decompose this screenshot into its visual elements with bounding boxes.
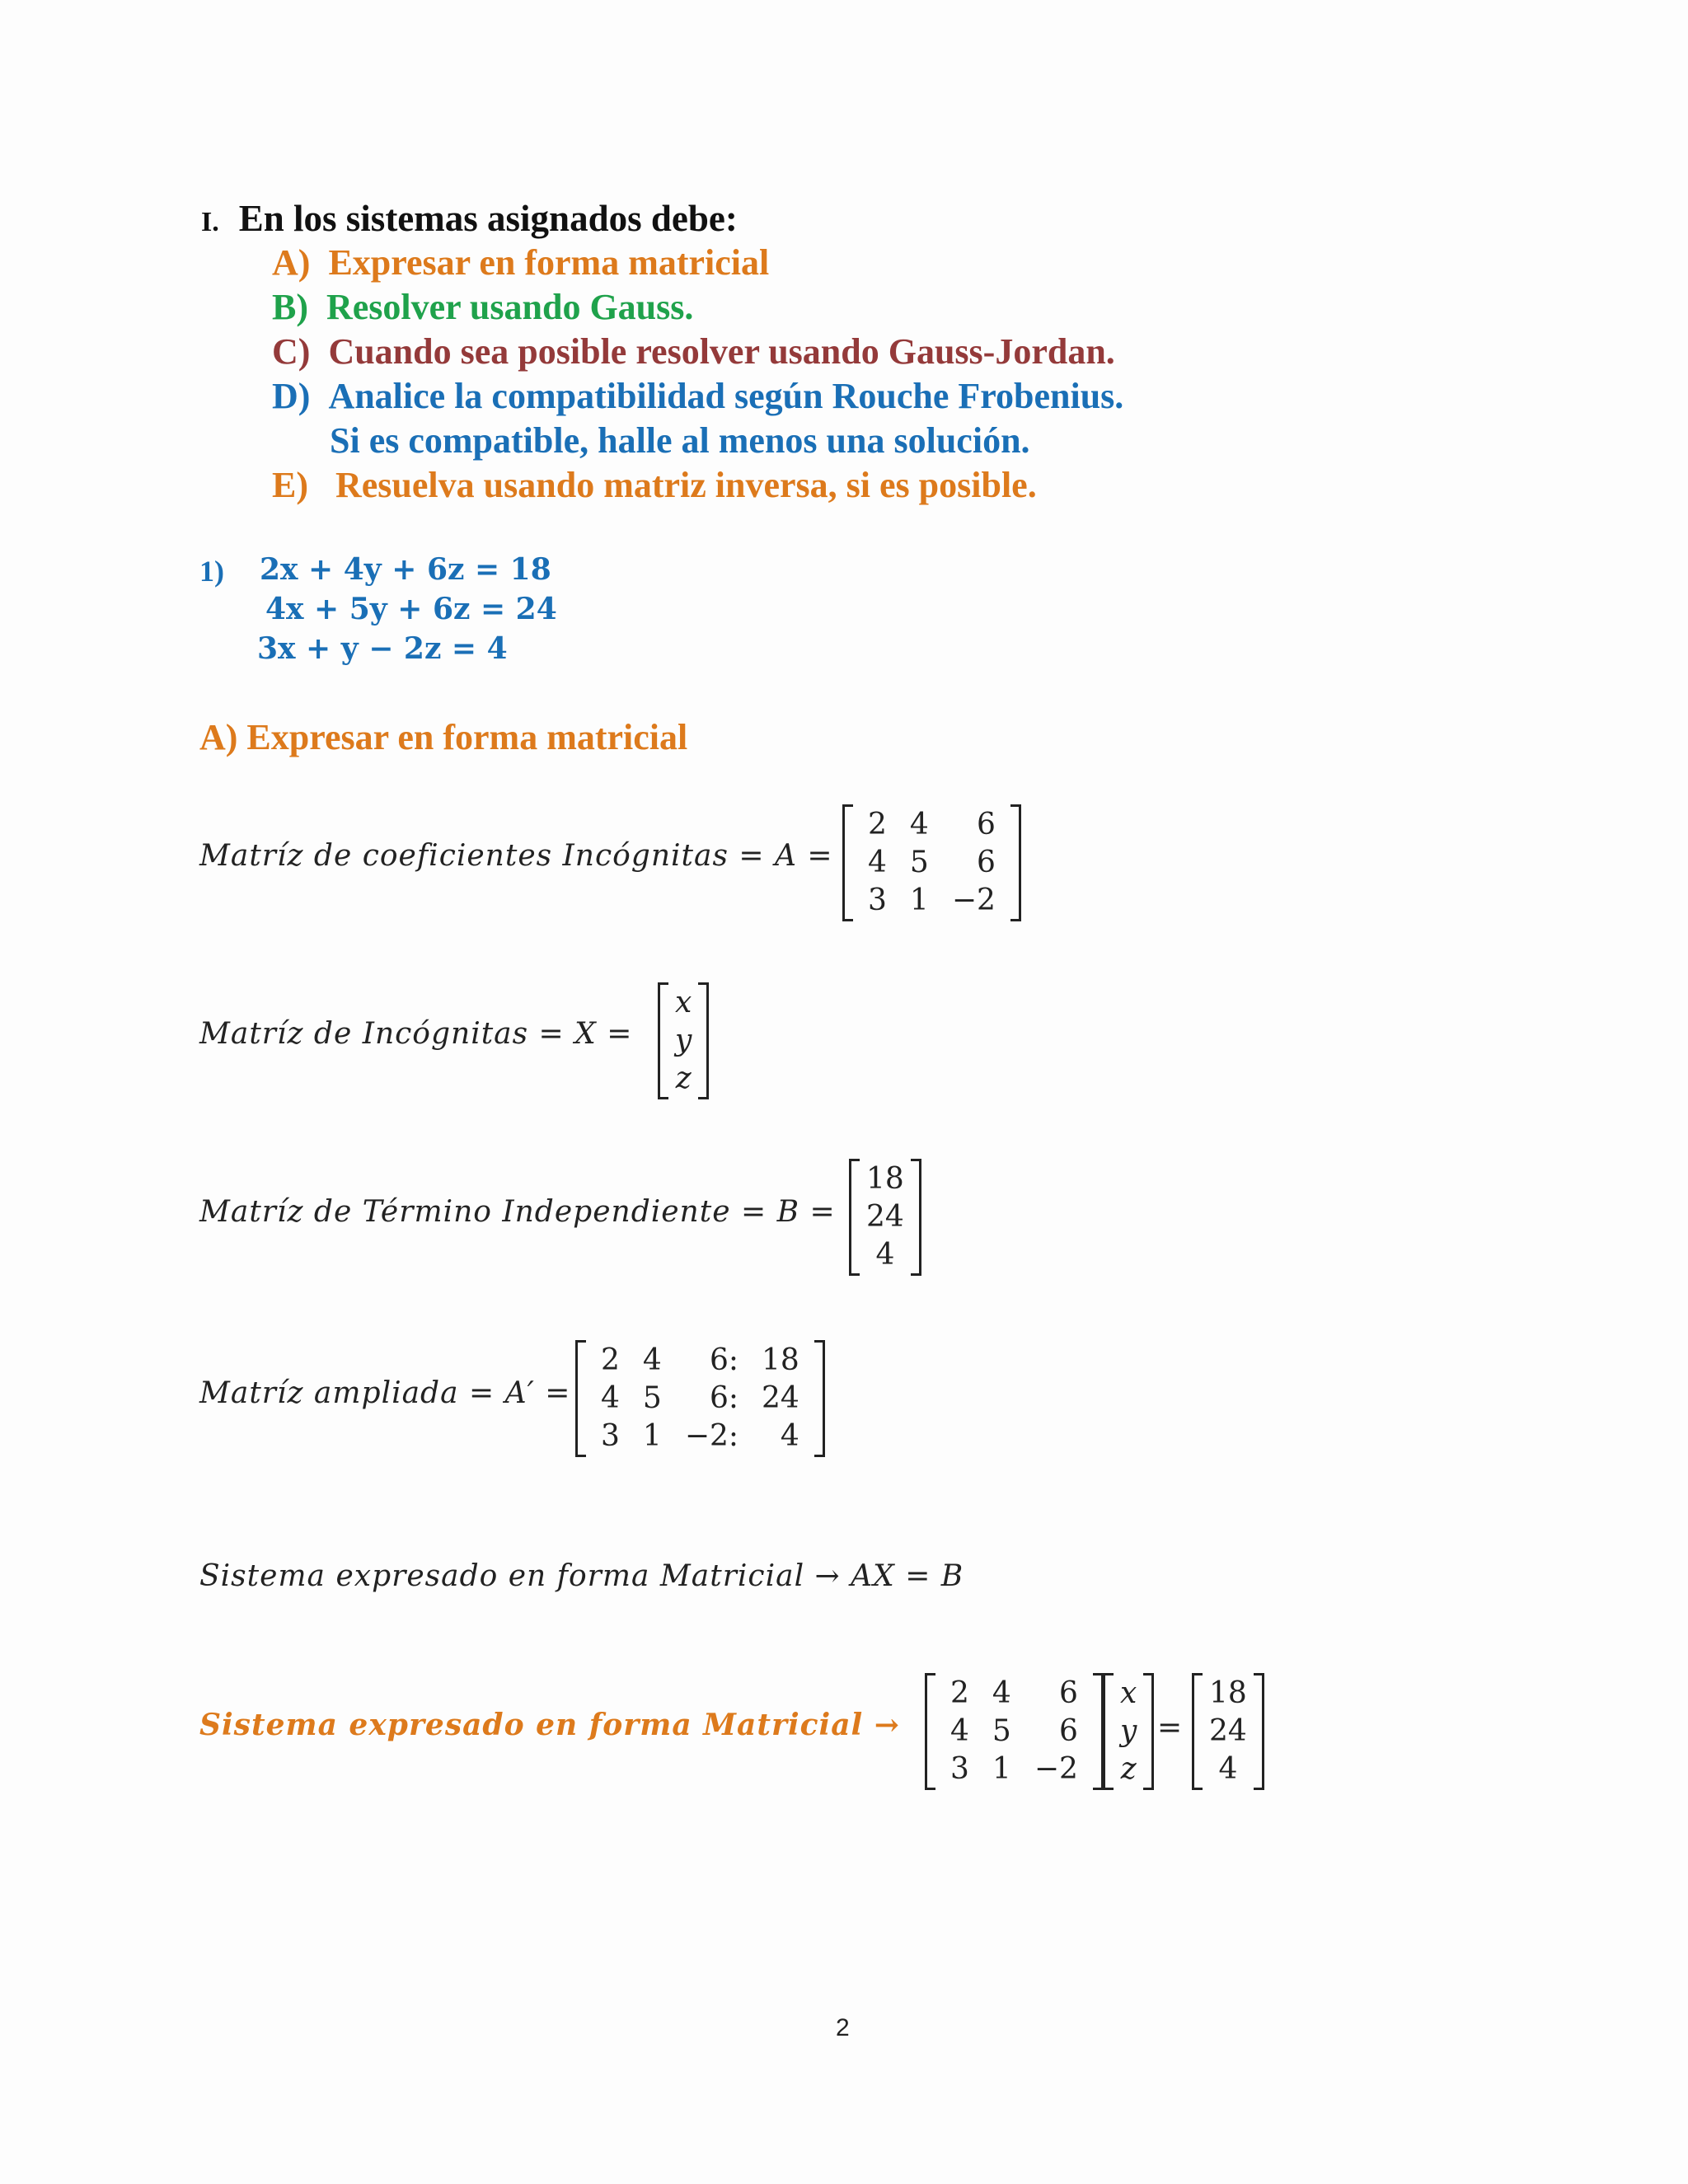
matrix-cell: 3	[950, 1752, 969, 1786]
instruction-item-d-continued	[330, 419, 1030, 463]
independent-vector	[849, 1159, 921, 1276]
left-bracket	[658, 982, 668, 1099]
instruction-item-c	[272, 330, 1115, 374]
matrix-cell: 5	[992, 1714, 1011, 1748]
left-bracket	[925, 1673, 935, 1790]
matrix-cell: 6:	[709, 1343, 739, 1377]
item-label: C)	[272, 331, 311, 372]
matrix-cell: 5	[909, 846, 929, 879]
vector-cell: x	[1120, 1676, 1137, 1710]
matrix-cell: 6	[1058, 1714, 1078, 1748]
matrix-cell: 4	[642, 1343, 662, 1377]
final-coef-matrix	[925, 1673, 1104, 1790]
matrix-cell: −2	[1034, 1752, 1078, 1786]
section-numeral: I.	[201, 207, 219, 237]
matrix-cell: 1	[642, 1419, 662, 1453]
system-number: 1)	[199, 555, 224, 588]
final-form-label: Sistema expresado en forma Matricial →	[199, 1708, 900, 1742]
matrix-cell: 6	[976, 846, 996, 879]
matrix-cell: 6	[976, 808, 996, 841]
final-independent-vector	[1192, 1673, 1264, 1790]
matrix-cell: 24	[762, 1381, 799, 1415]
left-bracket	[849, 1159, 860, 1276]
matrix-cell: 2	[950, 1676, 969, 1710]
matrix-cell: 5	[642, 1381, 662, 1415]
matrix-cell: 4	[992, 1676, 1011, 1710]
right-bracket	[1093, 1673, 1104, 1790]
right-bracket	[1010, 804, 1021, 921]
system-form-statement: Sistema expresado en forma Matricial → AX = B	[199, 1559, 964, 1593]
right-bracket	[698, 982, 709, 1099]
unknowns-label: Matríz de Incógnitas = X =	[199, 1017, 633, 1051]
matrix-cell: −2	[951, 883, 996, 917]
matrix-cell: 4	[601, 1381, 620, 1415]
vector-cell: 18	[1209, 1676, 1247, 1710]
right-bracket	[814, 1340, 825, 1457]
matrix-cell: 2	[601, 1343, 620, 1377]
vector-cell: 4	[875, 1238, 895, 1272]
vector-cell: y	[675, 1024, 692, 1057]
equation-1: 2x + 4y + 6z = 18	[260, 552, 551, 587]
matrix-cell: 4	[868, 846, 887, 879]
equation-3: 3x + y − 2z = 4	[257, 631, 508, 666]
final-coef-cells	[935, 1673, 1093, 1790]
item-text: Analice la compatibilidad según Rouche Frobenius.	[328, 376, 1124, 416]
unknowns-vector	[658, 982, 709, 1099]
equation-2: 4x + 5y + 6z = 24	[265, 592, 557, 626]
instruction-item-e	[272, 463, 1037, 508]
instruction-item-d	[272, 374, 1123, 419]
vector-cell: 24	[1209, 1714, 1247, 1748]
augmented-cells	[586, 1340, 814, 1457]
matrix-cell: −2:	[684, 1419, 739, 1453]
right-bracket	[1143, 1673, 1154, 1790]
vector-cell: y	[1120, 1714, 1137, 1748]
left-bracket	[1103, 1673, 1114, 1790]
matrix-cell: 3	[601, 1419, 620, 1453]
left-bracket	[1192, 1673, 1203, 1790]
final-unknowns-cells	[1114, 1673, 1143, 1790]
item-label: B)	[272, 287, 308, 327]
matrix-cell: 4	[950, 1714, 969, 1748]
independent-label: Matríz de Término Independiente = B =	[199, 1195, 836, 1229]
matrix-cell: 4	[909, 808, 929, 841]
right-bracket	[1254, 1673, 1264, 1790]
left-bracket	[842, 804, 853, 921]
instruction-item-b	[272, 285, 693, 330]
vector-cell: z	[1120, 1752, 1137, 1786]
coef-matrix-label: Matríz de coeficientes Incógnitas = A =	[199, 839, 833, 873]
vector-cell: 18	[866, 1162, 904, 1196]
vector-cell: 4	[1218, 1752, 1238, 1786]
instructions-heading	[201, 196, 738, 245]
matrix-cell: 3	[868, 883, 887, 917]
item-label: D)	[272, 376, 311, 416]
equals-sign: =	[1157, 1711, 1183, 1745]
matrix-cell: 1	[909, 883, 929, 917]
right-bracket	[911, 1159, 921, 1276]
vector-cell: z	[675, 1062, 692, 1095]
item-text: Cuando sea posible resolver usando Gauss-Jordan.	[328, 331, 1115, 372]
final-unknowns-vector	[1103, 1673, 1154, 1790]
item-text: Resuelva usando matriz inversa, si es posible.	[335, 465, 1037, 505]
matrix-cell: 6	[1058, 1676, 1078, 1710]
instruction-item-a	[272, 241, 769, 285]
item-label: A)	[272, 242, 311, 283]
page-number: 2	[836, 2014, 850, 2041]
unknowns-cells	[668, 982, 698, 1099]
matrix-cell: 6:	[709, 1381, 739, 1415]
item-text: Expresar en forma matricial	[328, 242, 770, 283]
final-independent-cells	[1203, 1673, 1254, 1790]
item-label: E)	[272, 465, 308, 505]
augmented-label: Matríz ampliada = A′ =	[199, 1376, 571, 1410]
matrix-cell: 18	[762, 1343, 799, 1377]
matrix-cell: 1	[992, 1752, 1011, 1786]
matrix-cell: 2	[868, 808, 887, 841]
augmented-matrix	[575, 1340, 825, 1457]
item-text: Resolver usando Gauss.	[326, 287, 694, 327]
independent-cells	[860, 1159, 911, 1276]
item-text: Si es compatible, halle al menos una solución.	[330, 420, 1030, 461]
vector-cell: x	[675, 986, 692, 1019]
matrix-cell: 4	[780, 1419, 799, 1453]
left-bracket	[575, 1340, 586, 1457]
coef-matrix-cells	[853, 804, 1010, 921]
heading-text: En los sistemas asignados debe:	[238, 198, 738, 239]
coef-matrix	[842, 804, 1021, 921]
vector-cell: 24	[866, 1200, 904, 1234]
section-a-title: A) Expresar en forma matricial	[199, 717, 688, 757]
